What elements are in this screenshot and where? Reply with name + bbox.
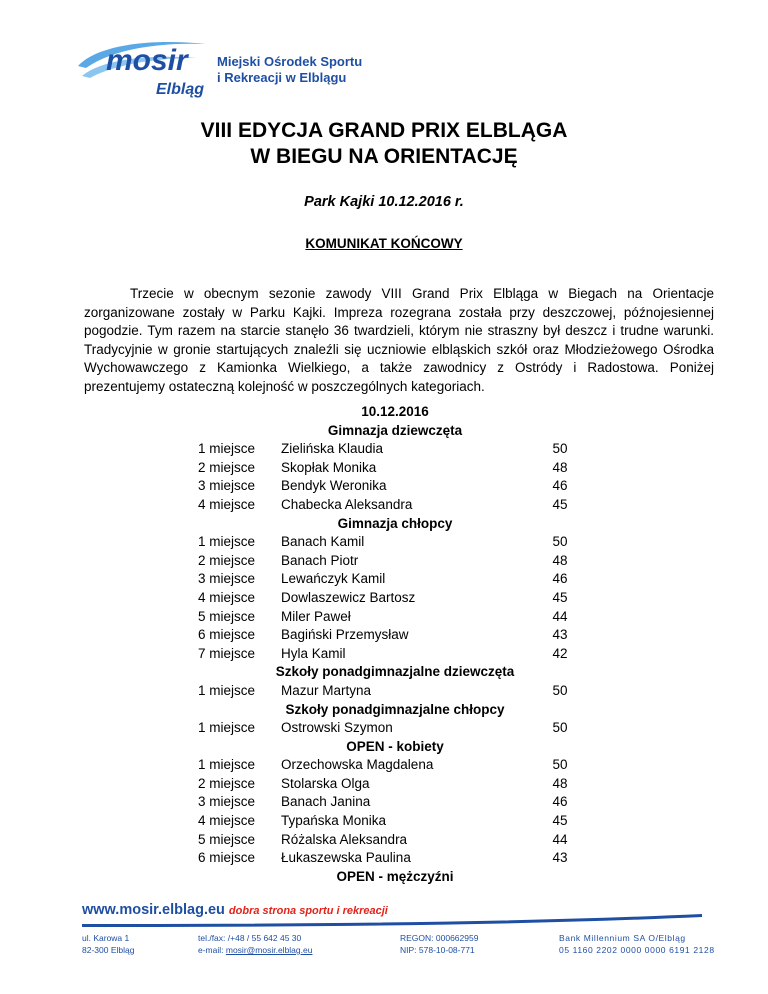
result-place: 1 miejsce bbox=[198, 757, 256, 773]
event-place-date: Park Kajki 10.12.2016 r. bbox=[304, 194, 464, 210]
result-points: 44 bbox=[552, 831, 568, 847]
competitor-name: Skopłak Monika bbox=[281, 459, 377, 475]
result-points: 50 bbox=[552, 757, 568, 773]
competitor-name: Orzechowska Magdalena bbox=[281, 757, 434, 773]
logo-text: mosir bbox=[106, 44, 188, 77]
category-heading: OPEN - mężczyźni bbox=[336, 868, 454, 884]
result-row bbox=[0, 793, 768, 812]
result-points: 48 bbox=[552, 459, 568, 475]
competitor-name: Lewańczyk Kamil bbox=[281, 571, 386, 587]
footer-email-link[interactable]: mosir@mosir.elblag.eu bbox=[225, 945, 313, 955]
intro-paragraph: Trzecie w obecnym sezonie zawody VIII Grand Prix Elbląga w Biegach na Orientacje zorganizowane zostały w Parku Kajki. Impreza rozegrana została przy deszczowej, późnojesiennej pogodzie. Tym razem na starcie stanęło 36 twardzieli, którym nie straszny był deszcz i trudne warunki. Tradycyjnie w gronie startujących znaleźli się uczniowie elbląskich szkół oraz Młodzieżowego Ośrodka Wychowawczego z Kamionka Wielkiego, a także zawodnicy z Ostródy i Radostowa. Poniżej prezentujemy ostateczną kolejność w poszczególnych kategoriach. bbox=[84, 286, 714, 394]
bank-name: Bank Millennium SA O/Elbląg bbox=[559, 933, 686, 943]
result-points: 43 bbox=[552, 627, 568, 643]
mosir-logo bbox=[76, 36, 216, 100]
result-points: 44 bbox=[552, 608, 568, 624]
result-row bbox=[0, 812, 768, 831]
result-points: 50 bbox=[552, 720, 568, 736]
footer-registry bbox=[400, 932, 478, 956]
org-line-1: Miejski Ośrodek Sportu bbox=[217, 54, 363, 69]
result-row bbox=[0, 440, 768, 459]
footer-contact bbox=[198, 932, 312, 956]
category-heading: Gimnazja chłopcy bbox=[337, 515, 453, 531]
address-line-2: 82-300 Elbląg bbox=[82, 945, 135, 955]
result-place: 5 miejsce bbox=[198, 608, 256, 624]
result-points: 50 bbox=[552, 534, 568, 550]
footer-swoosh bbox=[82, 914, 702, 928]
result-place: 6 miejsce bbox=[198, 627, 256, 643]
result-place: 1 miejsce bbox=[198, 534, 256, 550]
result-points: 48 bbox=[552, 775, 568, 791]
competitor-name: Chabecka Aleksandra bbox=[281, 496, 413, 512]
result-points: 46 bbox=[552, 571, 568, 587]
competitor-name: Zielińska Klaudia bbox=[281, 441, 384, 457]
result-points: 48 bbox=[552, 552, 568, 568]
result-place: 3 miejsce bbox=[198, 794, 256, 810]
competitor-name: Miler Paweł bbox=[281, 608, 351, 624]
result-points: 50 bbox=[552, 441, 568, 457]
competitor-name: Różalska Aleksandra bbox=[281, 831, 408, 847]
logo-sub: Elbląg bbox=[156, 81, 205, 98]
competitor-name: Typańska Monika bbox=[281, 813, 387, 829]
bank-account: 05 1160 2202 0000 0000 6191 2128 bbox=[559, 945, 715, 955]
result-row bbox=[0, 831, 768, 850]
footer-nip: NIP: 578-10-08-771 bbox=[400, 945, 475, 955]
results-date: 10.12.2016 bbox=[361, 404, 429, 419]
result-place: 1 miejsce bbox=[198, 441, 256, 457]
footer bbox=[0, 900, 768, 994]
result-row bbox=[0, 682, 768, 701]
result-points: 45 bbox=[552, 496, 568, 512]
result-row bbox=[0, 496, 768, 515]
competitor-name: Mazur Martyna bbox=[281, 682, 372, 698]
result-place: 3 miejsce bbox=[198, 478, 256, 494]
results-list bbox=[0, 403, 768, 886]
result-points: 42 bbox=[552, 645, 568, 661]
result-points: 46 bbox=[552, 794, 568, 810]
footer-address bbox=[82, 932, 134, 956]
result-points: 43 bbox=[552, 850, 568, 866]
result-place: 2 miejsce bbox=[198, 459, 256, 475]
result-row bbox=[0, 570, 768, 589]
org-line-2: i Rekreacji w Elblągu bbox=[217, 70, 347, 85]
result-row bbox=[0, 849, 768, 868]
result-place: 5 miejsce bbox=[198, 831, 256, 847]
document-title bbox=[0, 118, 768, 170]
competitor-name: Banach Kamil bbox=[281, 534, 365, 550]
result-points: 45 bbox=[552, 813, 568, 829]
result-row bbox=[0, 477, 768, 496]
result-row bbox=[0, 589, 768, 608]
competitor-name: Dowlaszewicz Bartosz bbox=[281, 589, 416, 605]
competitor-name: Hyla Kamil bbox=[281, 645, 346, 661]
result-place: 1 miejsce bbox=[198, 682, 256, 698]
footer-slogan: dobra strona sportu i rekreacji bbox=[228, 905, 388, 917]
competitor-name: Banach Piotr bbox=[281, 552, 359, 568]
result-row bbox=[0, 626, 768, 645]
result-row bbox=[0, 719, 768, 738]
category-heading: OPEN - kobiety bbox=[346, 738, 444, 754]
footer-phone: tel./fax: /+48 / 55 642 45 30 bbox=[198, 933, 302, 943]
footer-regon: REGON: 000662959 bbox=[400, 933, 479, 943]
result-place: 4 miejsce bbox=[198, 589, 256, 605]
title-line-2: W BIEGU NA ORIENTACJĘ bbox=[250, 145, 518, 168]
final-notice-heading: KOMUNIKAT KOŃCOWY bbox=[305, 236, 463, 251]
result-row bbox=[0, 533, 768, 552]
result-row bbox=[0, 608, 768, 627]
result-row bbox=[0, 775, 768, 794]
organization-name bbox=[217, 54, 362, 86]
result-place: 6 miejsce bbox=[198, 850, 256, 866]
competitor-name: Ostrowski Szymon bbox=[281, 720, 393, 736]
result-place: 2 miejsce bbox=[198, 775, 256, 791]
competitor-name: Bagiński Przemysław bbox=[281, 627, 409, 643]
result-place: 2 miejsce bbox=[198, 552, 256, 568]
competitor-name: Łukaszewska Paulina bbox=[281, 850, 411, 866]
result-row bbox=[0, 756, 768, 775]
result-points: 46 bbox=[552, 478, 568, 494]
footer-bank bbox=[559, 932, 715, 956]
result-row bbox=[0, 459, 768, 478]
result-row bbox=[0, 552, 768, 571]
result-row bbox=[0, 645, 768, 664]
result-place: 4 miejsce bbox=[198, 813, 256, 829]
result-place: 4 miejsce bbox=[198, 496, 256, 512]
result-place: 7 miejsce bbox=[198, 645, 256, 661]
result-points: 50 bbox=[552, 682, 568, 698]
result-points: 45 bbox=[552, 589, 568, 605]
email-label: e-mail: bbox=[198, 945, 226, 955]
result-place: 1 miejsce bbox=[198, 720, 256, 736]
category-heading: Gimnazja dziewczęta bbox=[327, 422, 463, 438]
letterhead bbox=[76, 36, 376, 106]
address-line-1: ul. Karowa 1 bbox=[82, 933, 130, 943]
footer-url[interactable]: www.mosir.elblag.eu bbox=[82, 902, 225, 918]
result-place: 3 miejsce bbox=[198, 571, 256, 587]
competitor-name: Banach Janina bbox=[281, 794, 371, 810]
competitor-name: Stolarska Olga bbox=[281, 775, 370, 791]
category-heading: Szkoły ponadgimnazjalne chłopcy bbox=[285, 701, 505, 717]
title-line-1: VIII EDYCJA GRAND PRIX ELBLĄGA bbox=[200, 119, 568, 142]
category-heading: Szkoły ponadgimnazjalne dziewczęta bbox=[275, 664, 515, 680]
competitor-name: Bendyk Weronika bbox=[281, 478, 387, 494]
